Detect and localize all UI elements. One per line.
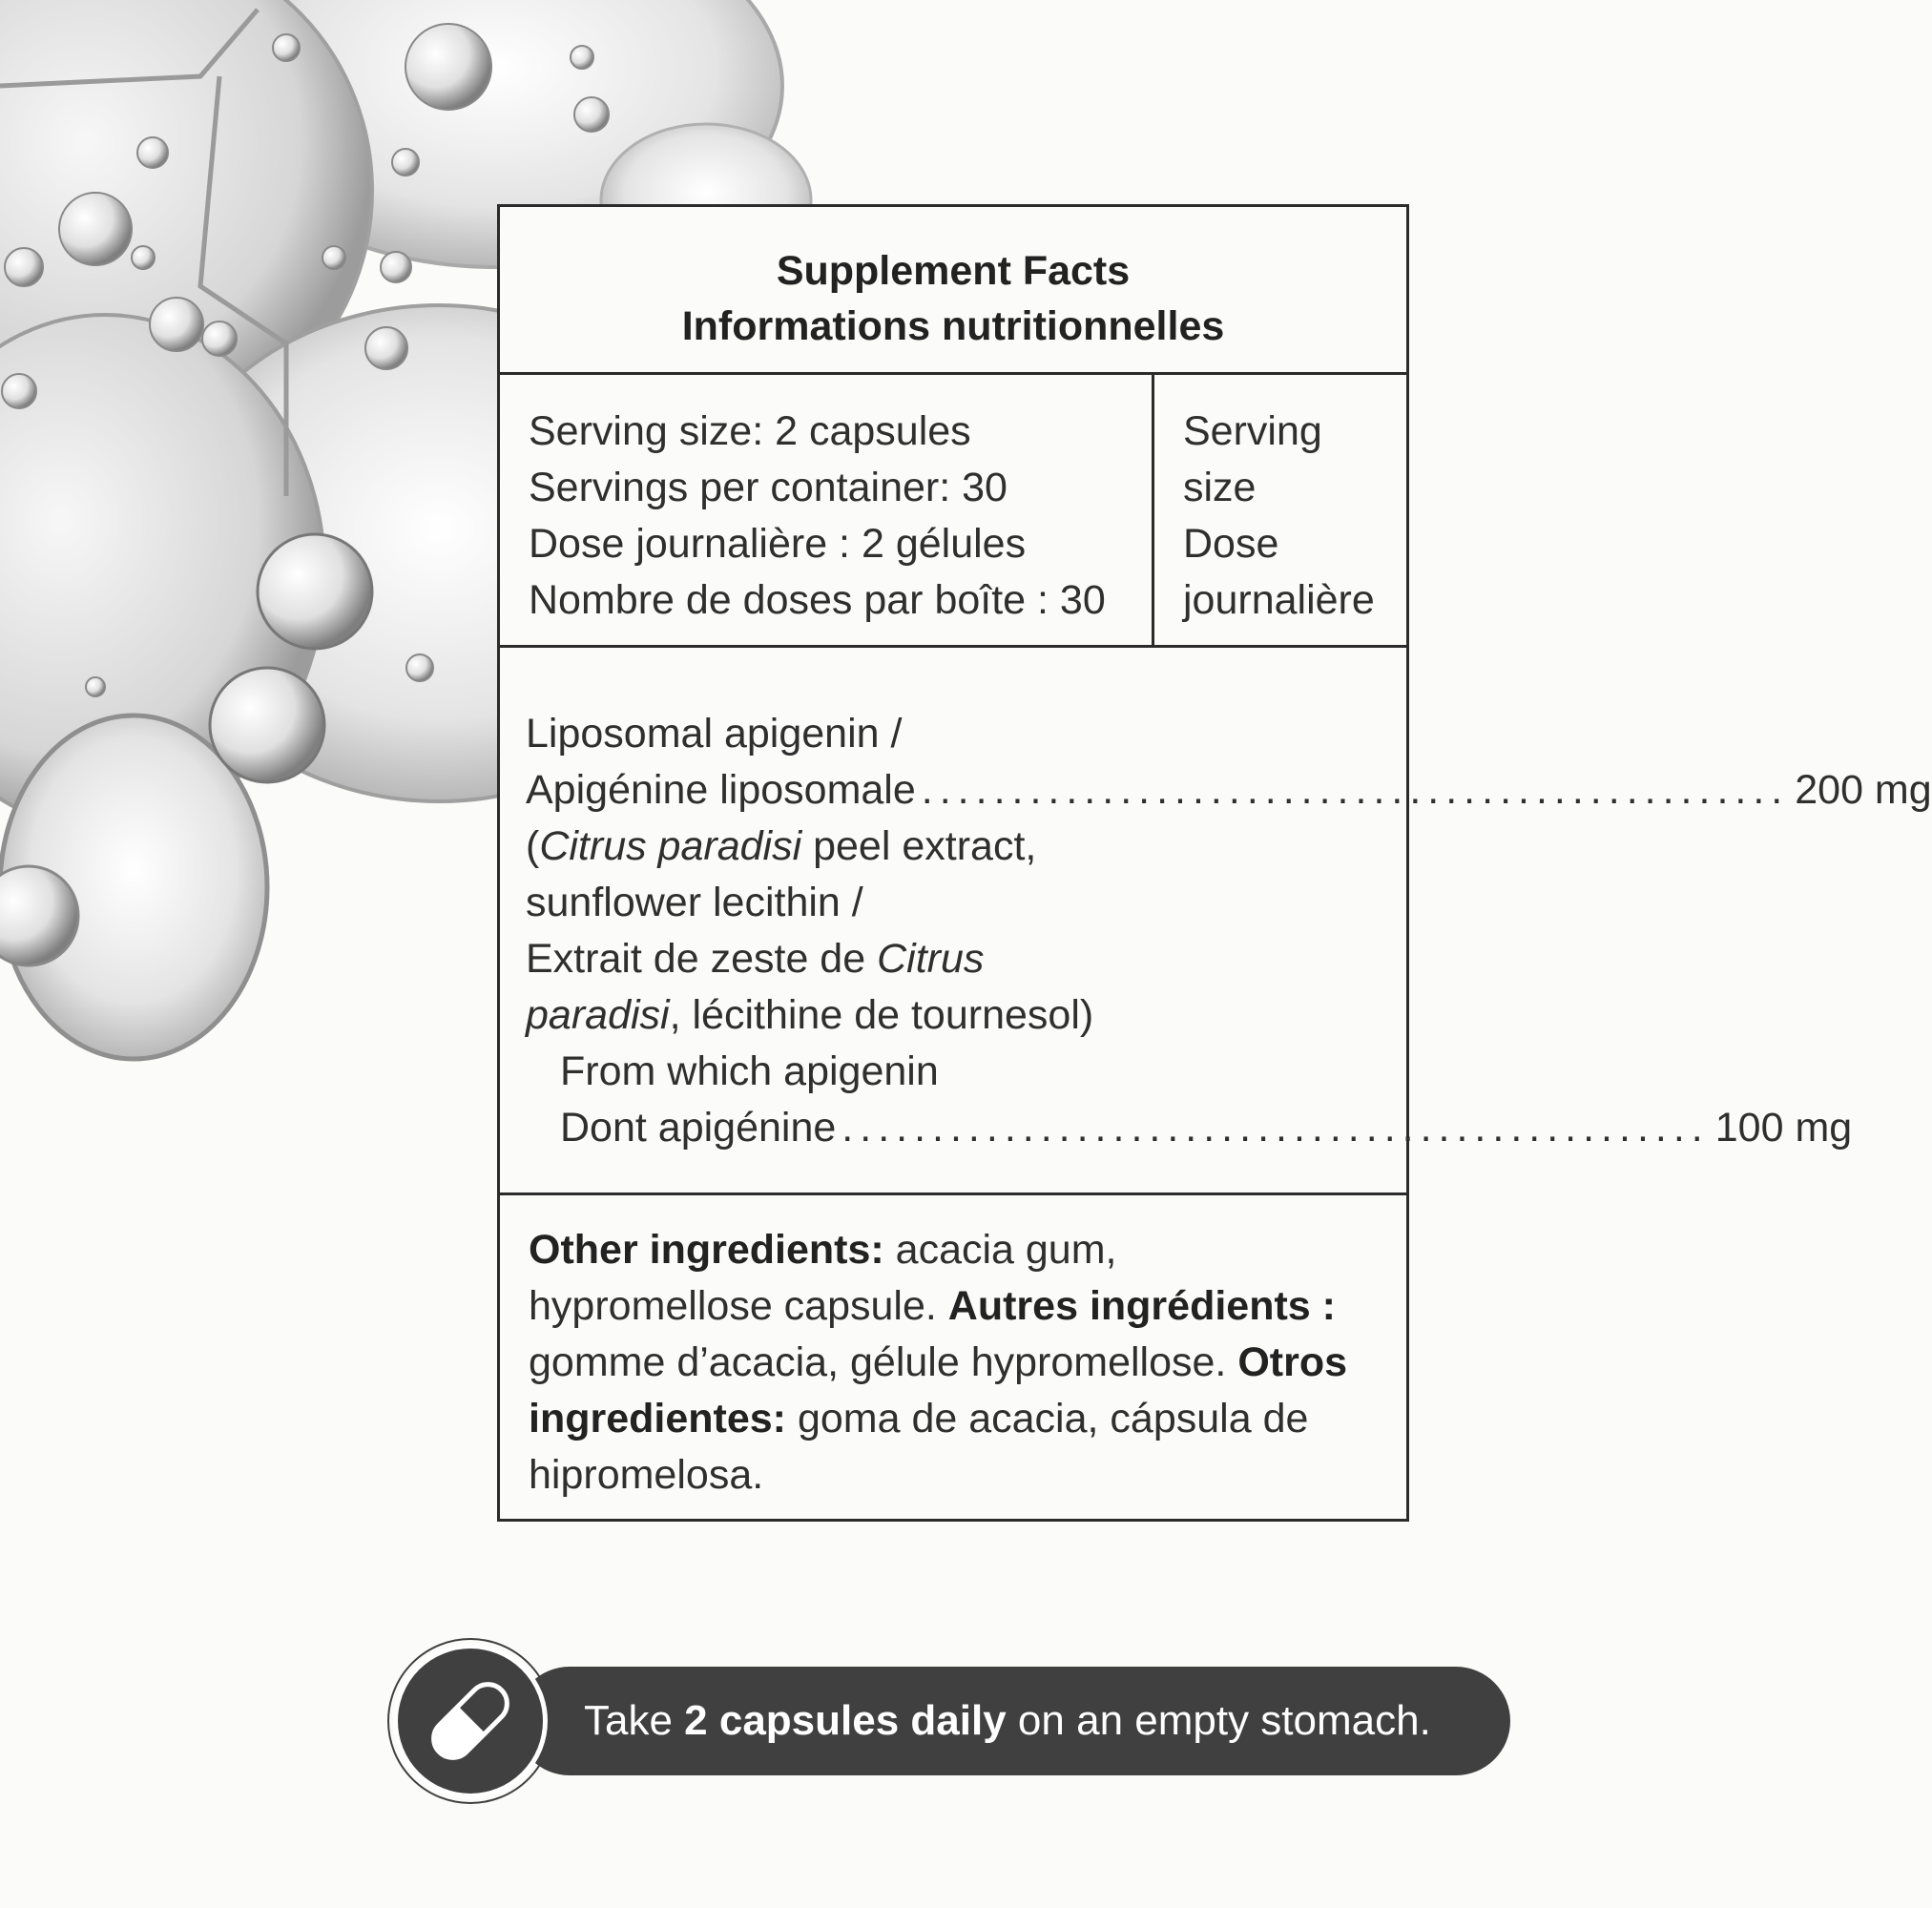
- directions-prefix: Take: [584, 1697, 685, 1744]
- directions-suffix: on an empty stomach.: [1006, 1697, 1431, 1744]
- other-text-fr: gomme d’acacia, gélule hypromellose.: [529, 1339, 1238, 1385]
- ingredient-amount: 200 mg: [1795, 767, 1932, 813]
- other-label-en: Other ingredients:: [529, 1227, 884, 1273]
- ingredient-name-fr: Apigénine liposomale: [526, 767, 916, 813]
- other-label-es: Otros ingredientes:: [529, 1339, 1348, 1441]
- capsule-icon-badge: [393, 1644, 548, 1798]
- ingredient-name-en: Liposomal apigenin /: [526, 711, 903, 757]
- serving-size: Serving size: 2 capsules: [529, 408, 971, 454]
- detail-text: peel extract,: [801, 823, 1037, 869]
- directions-emphasis: 2 capsules daily: [684, 1697, 1007, 1744]
- supplement-facts-panel: [497, 204, 1932, 1522]
- column-header-line: size: [1183, 465, 1257, 510]
- sub-ingredient-row: [526, 1100, 1853, 1156]
- servings-per-container: Servings per container: 30: [529, 465, 1008, 510]
- serving-column-header: [1154, 375, 1412, 645]
- ingredient-row: [526, 762, 1932, 819]
- ingredient-detail: sunflower lecithin /: [526, 880, 863, 925]
- species-name: Citrus: [877, 936, 985, 982]
- doses-par-boite: Nombre de doses par boîte : 30: [529, 577, 1106, 623]
- title-english: Supplement Facts: [776, 248, 1131, 294]
- column-header-line: Dose: [1183, 521, 1279, 567]
- ingredient-detail: [526, 931, 1406, 987]
- panel-title: [500, 207, 1406, 375]
- detail-text: , lécithine de tournesol): [669, 992, 1094, 1038]
- detail-text: Extrait de zeste de: [526, 936, 878, 982]
- ingredients-section: [500, 648, 1932, 1195]
- species-name: Citrus paradisi: [539, 823, 802, 869]
- sub-ingredient-name-en: From which apigenin: [560, 1048, 939, 1094]
- capsule-icon: [398, 1649, 543, 1794]
- species-name: paradisi: [526, 992, 670, 1038]
- serving-section: [500, 375, 1406, 648]
- serving-info: [500, 375, 1154, 645]
- title-french: Informations nutritionnelles: [681, 303, 1225, 349]
- other-ingredients-section: [500, 1195, 1406, 1524]
- other-text-es: goma de acacia, cápsula de hipromelosa.: [529, 1396, 1309, 1498]
- column-header-line: Serving: [1183, 408, 1322, 454]
- other-ingredients-text: [529, 1222, 1368, 1504]
- dot-leader: ................................................: [921, 767, 1790, 813]
- dose-journaliere: Dose journalière : 2 gélules: [529, 521, 1027, 567]
- other-text-en: acacia gum, hypromellose capsule.: [529, 1227, 1117, 1329]
- other-label-fr: Autres ingrédients :: [947, 1283, 1336, 1329]
- directions-text: [584, 1667, 1431, 1775]
- sub-ingredient-name-fr: Dont apigénine: [560, 1105, 837, 1151]
- column-header-line: journalière: [1183, 577, 1375, 623]
- sub-ingredient-amount: 100 mg: [1714, 1105, 1853, 1151]
- ingredient-detail: (Citrus paradisi peel extract,: [526, 823, 1037, 869]
- ingredient-detail: [526, 987, 1406, 1044]
- dot-leader: ................................................: [841, 1105, 1710, 1151]
